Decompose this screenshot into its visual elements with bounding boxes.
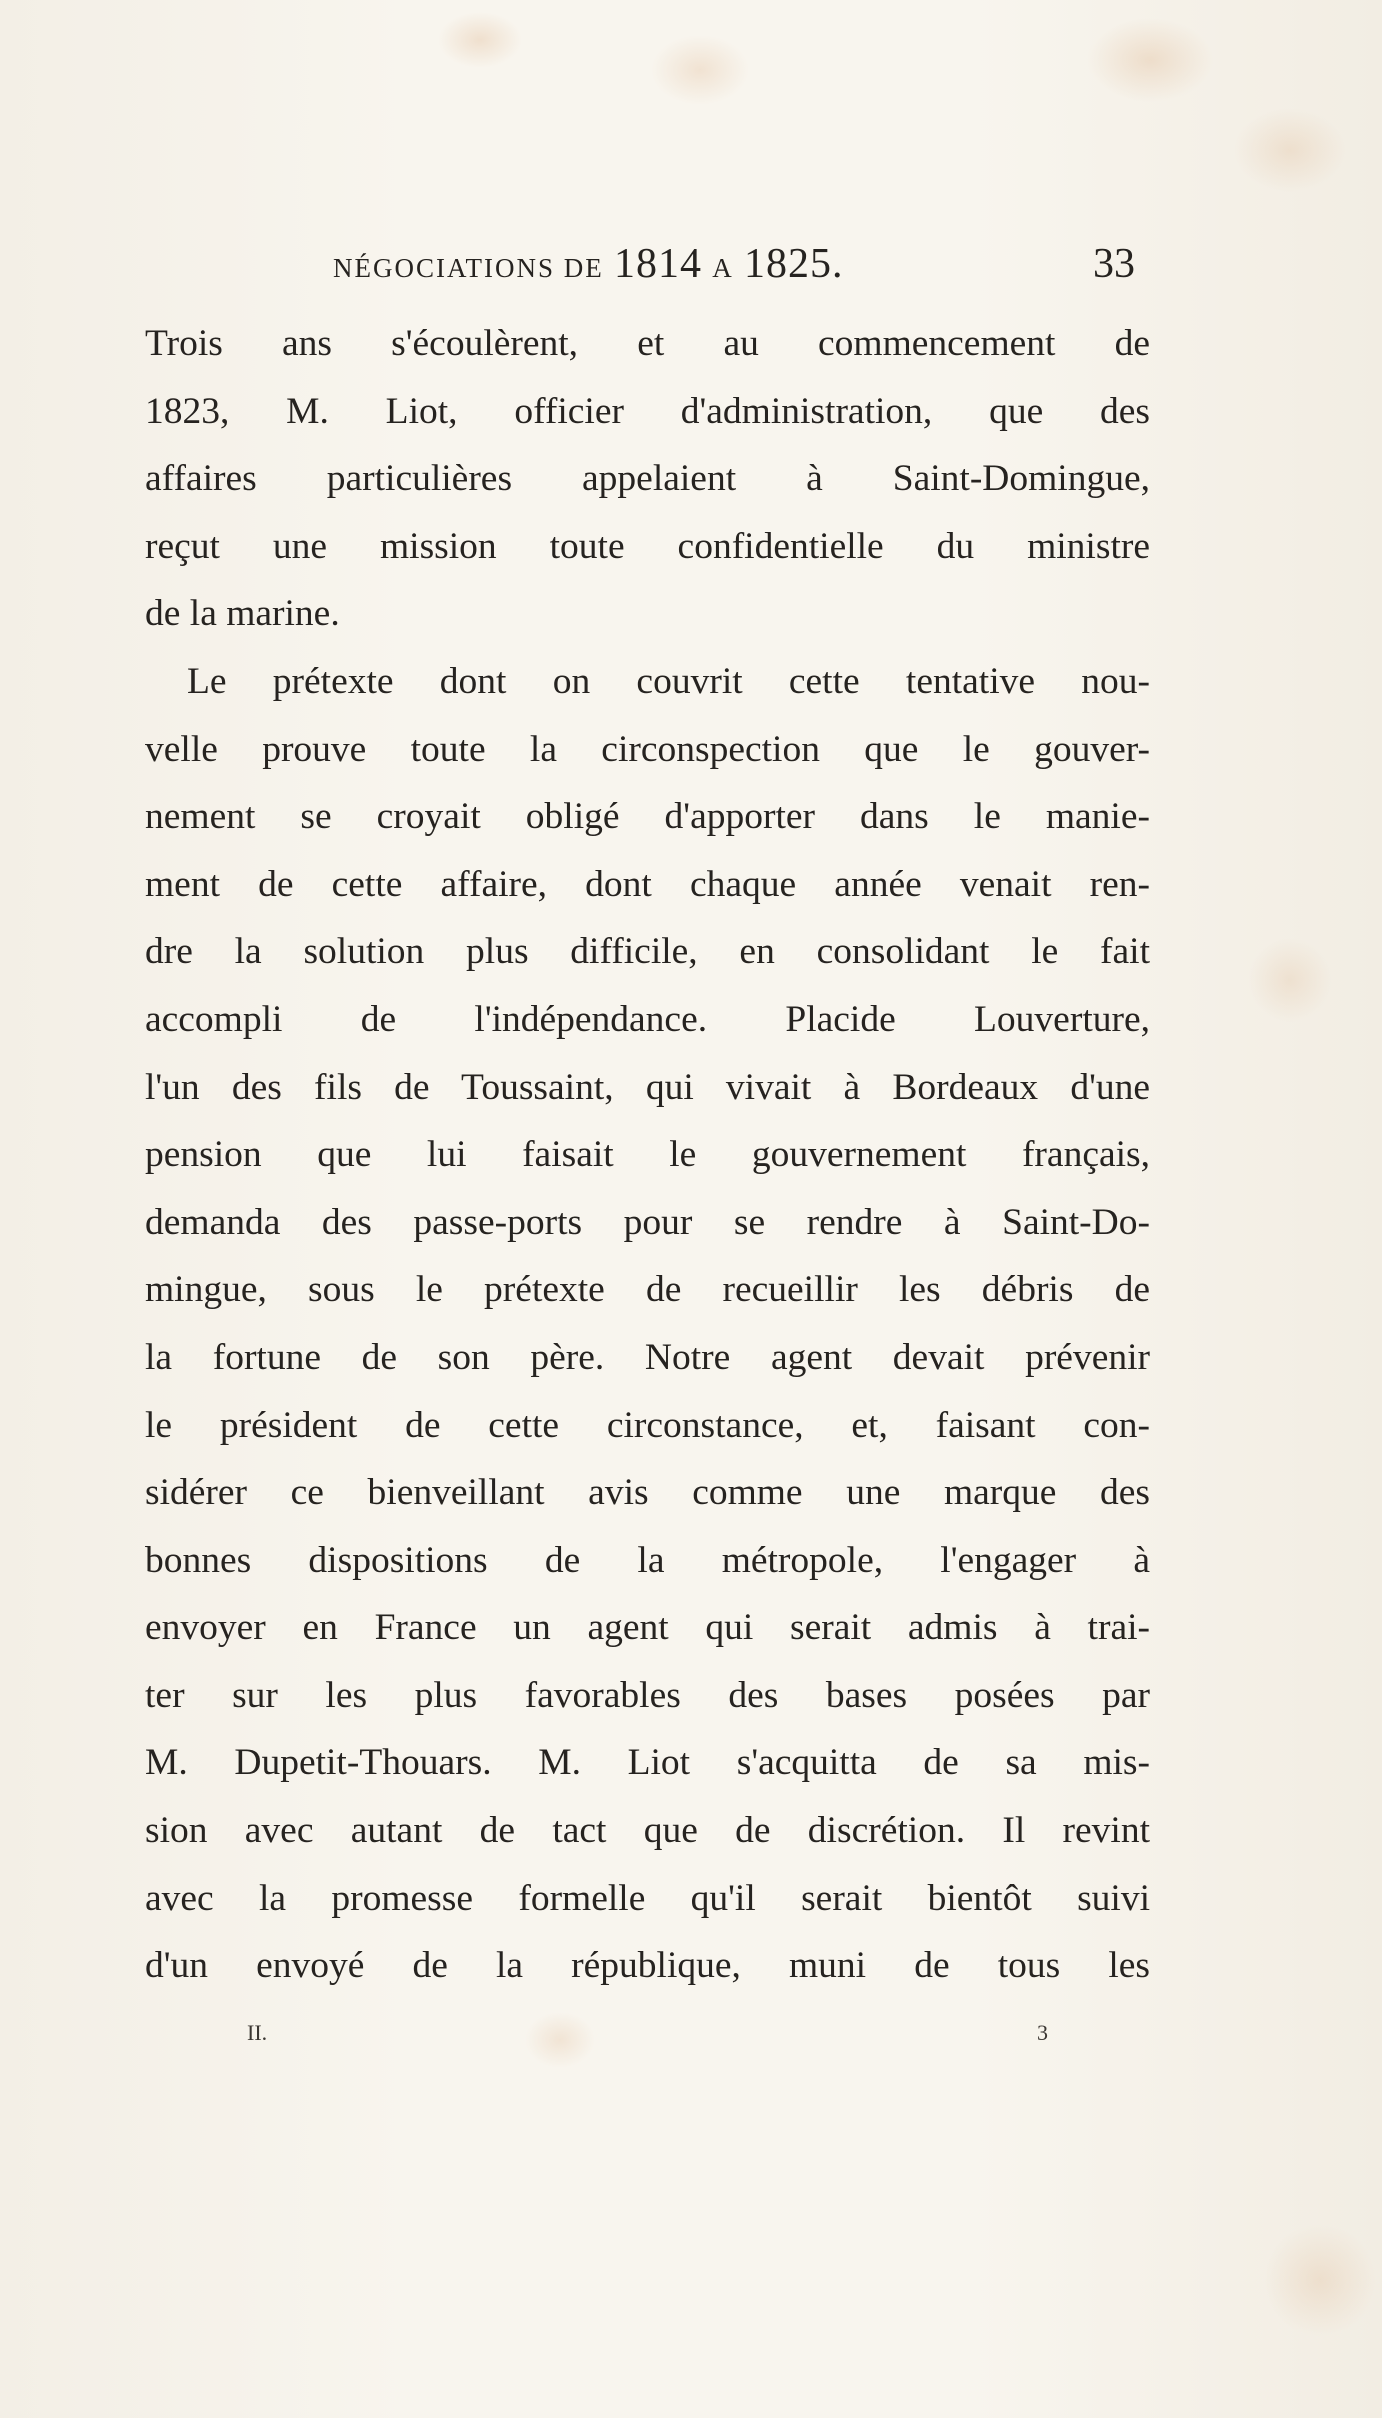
text-line: envoyer en France un agent qui serait admis à trai-: [145, 1607, 1150, 1649]
running-title-prefix: NÉGOCIATIONS DE: [333, 253, 604, 283]
text-line: le président de cette circonstance, et, faisant con-: [145, 1404, 1150, 1446]
text-line: demanda des passe-ports pour se rendre à Saint-Do-: [145, 1201, 1150, 1243]
text-line: d'un envoyé de la république, muni de tous les: [145, 1945, 1150, 1987]
text-line: dre la solution plus difficile, en consolidant le fait: [145, 931, 1150, 973]
text-line: mingue, sous le prétexte de recueillir les débris de: [145, 1269, 1150, 1311]
text-line: l'un des fils de Toussaint, qui vivait à Bordeaux d'une: [145, 1066, 1150, 1108]
text-line: M. Dupetit-Thouars. M. Liot s'acquitta de sa mis-: [145, 1742, 1150, 1784]
text-line: Le prétexte dont on couvrit cette tentative nou-: [187, 660, 1150, 702]
text-line: velle prouve toute la circonspection que le gouver-: [145, 728, 1150, 770]
text-line: bonnes dispositions de la métropole, l'engager à: [145, 1539, 1150, 1581]
paragraph-1: [145, 310, 1150, 648]
text-line: ter sur les plus favorables des bases posées par: [145, 1674, 1150, 1716]
text-line: pension que lui faisait le gouvernement français,: [145, 1134, 1150, 1176]
text-line: accompli de l'indépendance. Placide Louverture,: [145, 998, 1150, 1040]
running-title: [333, 240, 843, 288]
running-title-year-start: 1814: [613, 241, 702, 287]
text-line: sidérer ce bienveillant avis comme une marque des: [145, 1472, 1150, 1514]
signature-mark: II.: [247, 2020, 268, 2045]
running-title-year-end: 1825.: [743, 241, 844, 287]
body-text: [145, 310, 1150, 2000]
text-line: ment de cette affaire, dont chaque année venait ren-: [145, 863, 1150, 905]
page-header: [145, 240, 1135, 300]
text-line: affaires particulières appelaient à Saint-Domingue,: [145, 458, 1150, 500]
folio-mark: 3: [1037, 2020, 1048, 2045]
text-line: sion avec autant de tact que de discrétion. Il revint: [145, 1810, 1150, 1852]
text-line: avec la promesse formelle qu'il serait bientôt suivi: [145, 1877, 1150, 1919]
text-line: de la marine.: [145, 593, 340, 635]
text-line: Trois ans s'écoulèrent, et au commencement de: [145, 323, 1150, 364]
text-line: la fortune de son père. Notre agent devait prévenir: [145, 1336, 1150, 1378]
text-line: reçut une mission toute confidentielle du ministre: [145, 525, 1150, 567]
text-line: nement se croyait obligé d'apporter dans le manie-: [145, 796, 1150, 838]
page-number: 33: [1093, 241, 1135, 287]
paragraph-2: [145, 648, 1150, 2000]
running-title-conjunction: A: [712, 253, 734, 283]
page-footer: [247, 2020, 1047, 2060]
text-line: 1823, M. Liot, officier d'administration, que des: [145, 390, 1150, 432]
